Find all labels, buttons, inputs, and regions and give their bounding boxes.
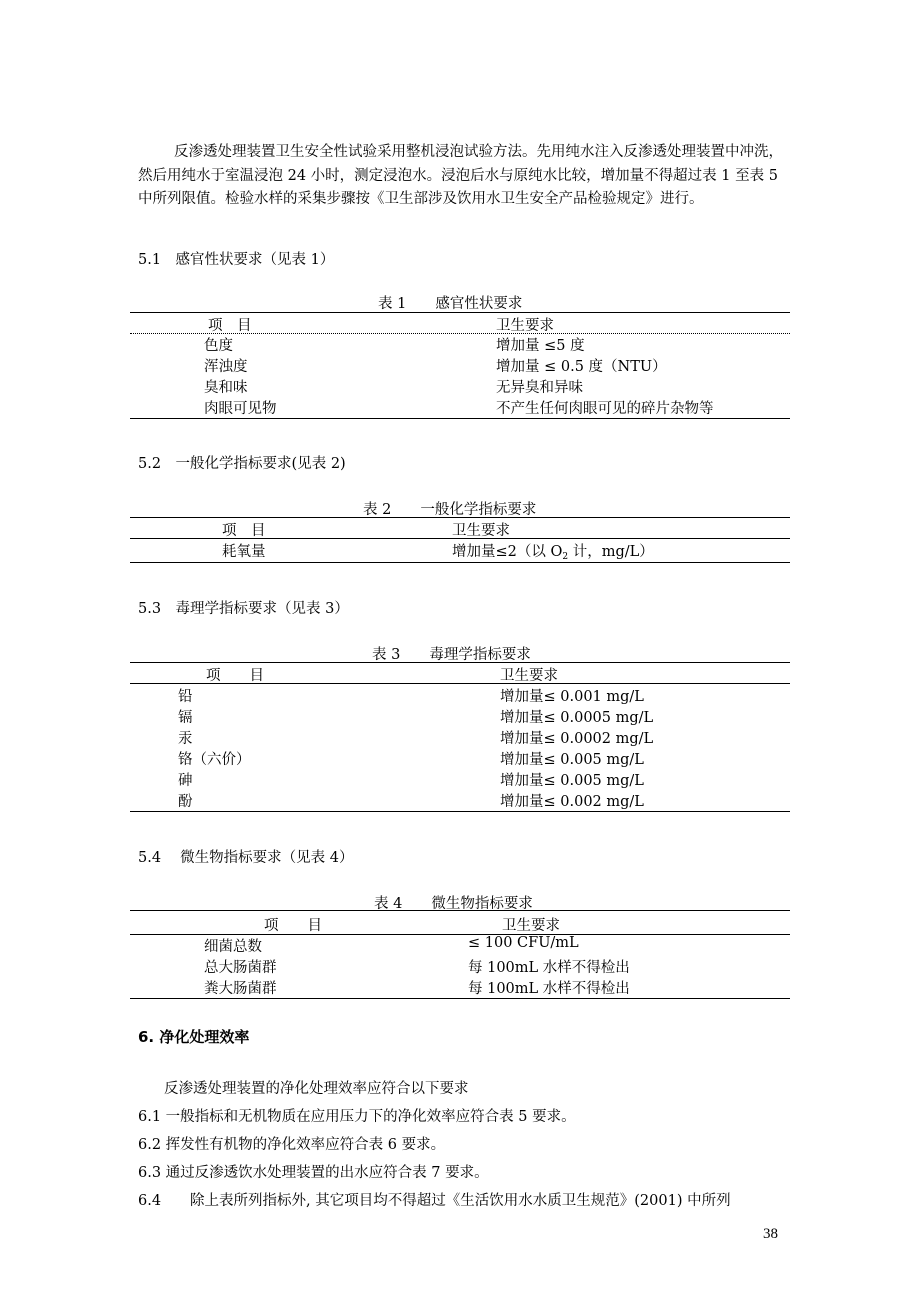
section-6-intro: 反渗透处理装置的净化处理效率应符合以下要求 [164, 1081, 469, 1097]
table-row-req: ≤ 100 CFU/mL [468, 935, 579, 951]
table-1 [130, 312, 790, 420]
table-row-item: 铅 [178, 689, 193, 705]
table-row-item: 粪大肠菌群 [204, 981, 277, 997]
section-6-heading: 6. 净化处理效率 [138, 1028, 250, 1046]
table-2-top-rule [130, 517, 790, 518]
table-2-req-subscript: 2 [562, 552, 569, 562]
table-1-col-req: 卫生要求 [496, 318, 554, 334]
table-2-col-item: 项 目 [222, 523, 266, 539]
section-5-4-heading: 5.4 微生物指标要求（见表 4） [138, 850, 354, 866]
table-row-item: 耗氧量 [222, 544, 266, 560]
table-row-req: 无异臭和异味 [496, 380, 583, 396]
table-3-header-rule [130, 683, 790, 684]
table-2 [130, 517, 790, 565]
table-3-bottom-rule [130, 811, 790, 812]
table-row-item: 臭和味 [204, 380, 248, 396]
table-row-req: 每 100mL 水样不得检出 [468, 981, 630, 997]
table-2-bottom-rule [130, 562, 790, 563]
table-row-item: 肉眼可见物 [204, 401, 277, 417]
table-row-item: 镉 [178, 710, 193, 726]
table-row-req: 每 100mL 水样不得检出 [468, 960, 630, 976]
table-row-item: 色度 [204, 338, 233, 354]
table-row-req: 增加量 ≤5 度 [496, 338, 585, 354]
table-row-item: 浑浊度 [204, 359, 248, 375]
table-1-top-rule [130, 312, 790, 313]
section-5-1-heading: 5.1 感官性状要求（见表 1） [138, 252, 335, 268]
table-2-col-req: 卫生要求 [452, 523, 510, 539]
table-row-req: 不产生任何肉眼可见的碎片杂物等 [496, 401, 714, 417]
table-row-item: 汞 [178, 731, 193, 747]
section-6-1: 6.1 一般指标和无机物质在应用压力下的净化效率应符合表 5 要求。 [138, 1109, 576, 1125]
table-3 [130, 662, 790, 814]
table-row-item: 酚 [178, 794, 193, 810]
table-row-item: 铬（六价） [178, 752, 251, 768]
table-4-bottom-rule [130, 998, 790, 999]
table-4-caption: 表 4 微生物指标要求 [374, 896, 533, 912]
table-4-col-item: 项 目 [264, 918, 322, 934]
table-row-req: 增加量≤ 0.001 mg/L [500, 689, 644, 705]
table-row-req: 增加量≤ 0.0005 mg/L [500, 710, 654, 726]
table-3-caption: 表 3 毒理学指标要求 [372, 647, 531, 663]
section-6-2: 6.2 挥发性有机物的净化效率应符合表 6 要求。 [138, 1137, 446, 1153]
table-1-col-item: 项 目 [208, 318, 252, 334]
table-4 [130, 910, 790, 1000]
table-2-header-rule [130, 538, 790, 539]
table-row-req [452, 540, 654, 562]
table-row-req: 增加量 ≤ 0.5 度（NTU） [496, 359, 667, 375]
page-number: 38 [763, 1226, 778, 1242]
table-row-item: 砷 [178, 773, 193, 789]
table-3-col-req: 卫生要求 [500, 668, 558, 684]
table-3-top-rule [130, 662, 790, 663]
table-row-req: 增加量≤ 0.005 mg/L [500, 773, 644, 789]
table-row-req: 增加量≤ 0.005 mg/L [500, 752, 644, 768]
table-2-caption: 表 2 一般化学指标要求 [363, 502, 537, 518]
table-3-col-item: 项 目 [206, 668, 264, 684]
table-1-bottom-rule [130, 418, 790, 419]
table-4-top-rule [130, 910, 790, 911]
table-row-req: 增加量≤ 0.0002 mg/L [500, 731, 654, 747]
section-6-4: 6.4 除上表所列指标外, 其它项目均不得超过《生活饮用水水质卫生规范》(2001) 中所列 [138, 1193, 731, 1209]
table-row-item: 细菌总数 [204, 939, 262, 955]
table-2-req-part-a: 增加量≤2（以 O [452, 544, 563, 560]
table-1-caption: 表 1 感官性状要求 [378, 296, 523, 312]
table-row-item: 总大肠菌群 [204, 960, 277, 976]
section-5-3-heading: 5.3 毒理学指标要求（见表 3） [138, 601, 349, 617]
table-4-col-req: 卫生要求 [502, 918, 560, 934]
section-5-2-heading: 5.2 一般化学指标要求(见表 2) [138, 456, 346, 472]
table-2-req-part-b: 计，mg/L） [568, 544, 654, 560]
table-row-req: 增加量≤ 0.002 mg/L [500, 794, 644, 810]
intro-paragraph: 反渗透处理装置卫生安全性试验采用整机浸泡试验方法。先用纯水注入反渗透处理装置中冲洗，然后用纯水于室温浸泡 24 小时，测定浸泡水。浸泡后水与原纯水比较，增加量不得超过表 1 至表 5 中所列限值。检验水样的采集步骤按《卫生部涉及饮用水卫生安全产品检验规定》进行。 [138, 144, 783, 207]
section-6-3: 6.3 通过反渗透饮水处理装置的出水应符合表 7 要求。 [138, 1165, 489, 1181]
